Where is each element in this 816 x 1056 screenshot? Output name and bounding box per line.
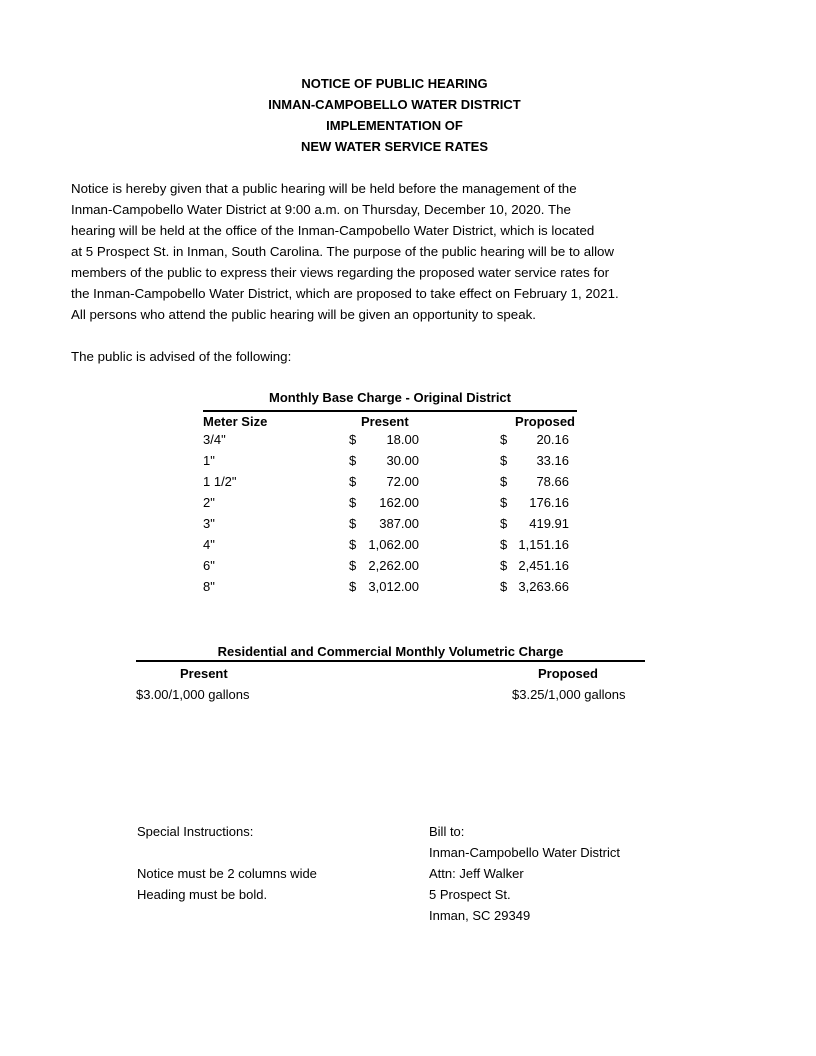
proposed-header: Proposed — [515, 414, 575, 429]
table-row — [203, 577, 577, 598]
paragraph-line: at 5 Prospect St. in Inman, South Carolina. The purpose of the public hearing will be to allow — [71, 244, 615, 259]
special-instructions-label: Special Instructions: — [137, 824, 254, 839]
paragraph-line: members of the public to express their views regarding the proposed water service rates for — [71, 265, 610, 280]
present-currency: $ — [349, 474, 357, 489]
bill-to-line: 5 Prospect St. — [429, 887, 511, 902]
table-row — [203, 472, 577, 493]
notice-paragraph — [71, 178, 711, 325]
present-amount: 3,012.00 — [368, 579, 419, 594]
proposed-currency: $ — [500, 558, 508, 573]
present-amount: 1,062.00 — [368, 537, 419, 552]
base-charge-table-title: Monthly Base Charge - Original District — [269, 390, 511, 405]
bill-to-label: Bill to: — [429, 824, 465, 839]
proposed-currency: $ — [500, 474, 508, 489]
instruction-line: Heading must be bold. — [137, 887, 268, 902]
meter-size-cell: 3" — [203, 516, 215, 531]
heading-line: IMPLEMENTATION OF — [326, 118, 463, 133]
present-currency: $ — [349, 558, 357, 573]
proposed-amount: 33.16 — [536, 453, 569, 468]
special-instructions — [137, 821, 317, 905]
present-amount: 72.00 — [386, 474, 419, 489]
heading-line: NOTICE OF PUBLIC HEARING — [301, 76, 488, 91]
present-amount: 30.00 — [386, 453, 419, 468]
proposed-currency: $ — [500, 432, 508, 447]
meter-size-cell: 8" — [203, 579, 215, 594]
table-row — [203, 451, 577, 472]
present-currency: $ — [349, 579, 357, 594]
notice-heading — [0, 73, 789, 157]
proposed-amount: 20.16 — [536, 432, 569, 447]
proposed-currency: $ — [500, 516, 508, 531]
volumetric-present-header: Present — [180, 666, 228, 681]
base-charge-table-header — [203, 410, 577, 432]
bill-to-line: Inman-Campobello Water District — [429, 845, 620, 860]
heading-line: NEW WATER SERVICE RATES — [300, 139, 489, 154]
table-row — [203, 430, 577, 451]
present-amount: 387.00 — [379, 516, 419, 531]
paragraph-line: All persons who attend the public hearing will be given an opportunity to speak. — [71, 307, 536, 322]
base-charge-table-body — [203, 430, 577, 598]
meter-size-header: Meter Size — [203, 414, 268, 429]
present-amount: 2,262.00 — [368, 558, 419, 573]
paragraph-line: hearing will be held at the office of the Inman-Campobello Water District, which is located — [71, 223, 595, 238]
table-row — [203, 556, 577, 577]
advised-text: The public is advised of the following: — [71, 349, 292, 364]
meter-size-cell: 2" — [203, 495, 215, 510]
heading-line: INMAN-CAMPOBELLO WATER DISTRICT — [268, 97, 521, 112]
proposed-currency: $ — [500, 537, 508, 552]
proposed-currency: $ — [500, 453, 508, 468]
bill-to-line: Inman, SC 29349 — [429, 908, 531, 923]
meter-size-cell: 1" — [203, 453, 215, 468]
table-divider — [136, 660, 645, 662]
volumetric-present-value: $3.00/1,000 gallons — [136, 687, 250, 702]
proposed-amount: 78.66 — [536, 474, 569, 489]
table-row — [203, 535, 577, 556]
paragraph-line: Inman-Campobello Water District at 9:00 a.m. on Thursday, December 10, 2020. The — [71, 202, 571, 217]
volumetric-proposed-value: $3.25/1,000 gallons — [512, 687, 626, 702]
present-header: Present — [361, 414, 409, 429]
proposed-amount: 176.16 — [529, 495, 569, 510]
proposed-amount: 2,451.16 — [518, 558, 569, 573]
present-currency: $ — [349, 537, 357, 552]
present-amount: 18.00 — [386, 432, 419, 447]
instruction-line: Notice must be 2 columns wide — [137, 866, 317, 881]
meter-size-cell: 1 1/2" — [203, 474, 237, 489]
present-currency: $ — [349, 453, 357, 468]
bill-to-block — [429, 821, 620, 926]
table-row — [203, 493, 577, 514]
present-currency: $ — [349, 495, 357, 510]
present-amount: 162.00 — [379, 495, 419, 510]
table-row — [203, 514, 577, 535]
proposed-currency: $ — [500, 495, 508, 510]
proposed-amount: 1,151.16 — [518, 537, 569, 552]
paragraph-line: the Inman-Campobello Water District, which are proposed to take effect on February 1, 2021. — [71, 286, 619, 301]
proposed-amount: 419.91 — [529, 516, 569, 531]
meter-size-cell: 4" — [203, 537, 215, 552]
volumetric-table-title: Residential and Commercial Monthly Volumetric Charge — [217, 644, 564, 659]
meter-size-cell: 3/4" — [203, 432, 226, 447]
paragraph-line: Notice is hereby given that a public hearing will be held before the management of the — [71, 181, 577, 196]
present-currency: $ — [349, 516, 357, 531]
proposed-currency: $ — [500, 579, 508, 594]
bill-to-line: Attn: Jeff Walker — [429, 866, 524, 881]
meter-size-cell: 6" — [203, 558, 215, 573]
present-currency: $ — [349, 432, 357, 447]
proposed-amount: 3,263.66 — [518, 579, 569, 594]
volumetric-proposed-header: Proposed — [538, 666, 598, 681]
